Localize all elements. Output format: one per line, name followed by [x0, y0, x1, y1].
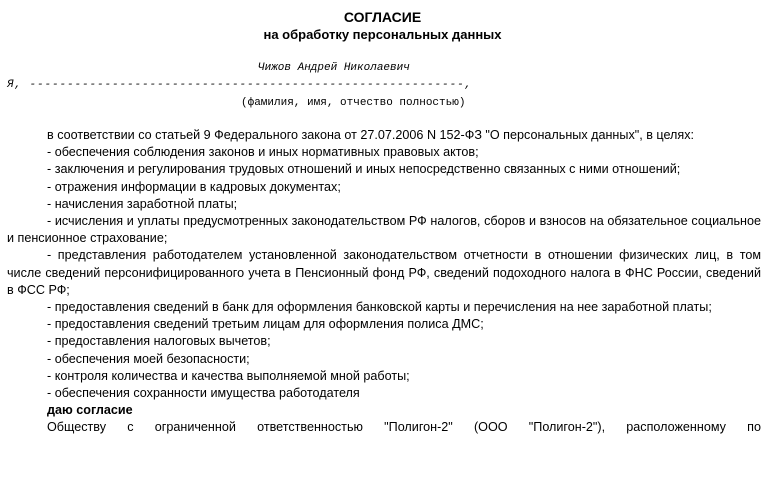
intro-paragraph: в соответствии со статьей 9 Федерального закона от 27.07.2006 N 152-ФЗ "О персональных данных", в целях: — [47, 128, 695, 142]
purpose-item: - предоставления сведений третьим лицам для оформления полиса ДМС; — [47, 317, 484, 332]
document-title: СОГЛАСИЕ — [343, 9, 422, 25]
purpose-item: - обеспечения сохранности имущества работодателя — [47, 386, 360, 401]
document-subtitle: на обработку персональных данных — [263, 27, 502, 42]
purpose-item: - заключения и регулирования трудовых отношений и иных непосредственно связанных с ними отношений; — [47, 162, 681, 177]
name-field-hint: (фамилия, имя, отчество полностью) — [241, 97, 466, 109]
consent-body — [7, 127, 761, 437]
consent-label: даю согласие — [47, 403, 133, 418]
purpose-item: - обеспечения соблюдения законов и иных нормативных правовых актов; — [47, 145, 479, 160]
purpose-item: - предоставления сведений в банк для оформления банковской карты и перечисления на нее заработной платы; — [47, 300, 712, 315]
company-line: Обществу с ограниченной ответственностью "Полигон-2" (ООО "Полигон-2"), расположенному по — [47, 420, 761, 435]
name-fill-line: Я, ----------------------------------------------------------, — [7, 79, 473, 91]
purpose-item: - представления работодателем установленной законодательством отчетности в отношении физических лиц, в том числе сведений персонифицированного учета в Пенсионный фонд РФ, сведений подоходного налога в ФНС России, сведений в ФСС РФ; — [7, 248, 761, 297]
purpose-item: - исчисления и уплаты предусмотренных законодательством РФ налогов, сборов и взносов на обязательное социальное и пенсионное страхование; — [7, 214, 761, 246]
purpose-item: - контроля количества и качества выполняемой мной работы; — [47, 368, 410, 383]
purpose-item: - предоставления налоговых вычетов; — [47, 334, 271, 349]
purpose-item: - отражения информации в кадровых документах; — [47, 179, 341, 194]
person-name: Чижов Андрей Николаевич — [258, 62, 410, 74]
purpose-item: - обеспечения моей безопасности; — [47, 351, 250, 366]
purpose-item: - начисления заработной платы; — [47, 196, 238, 211]
